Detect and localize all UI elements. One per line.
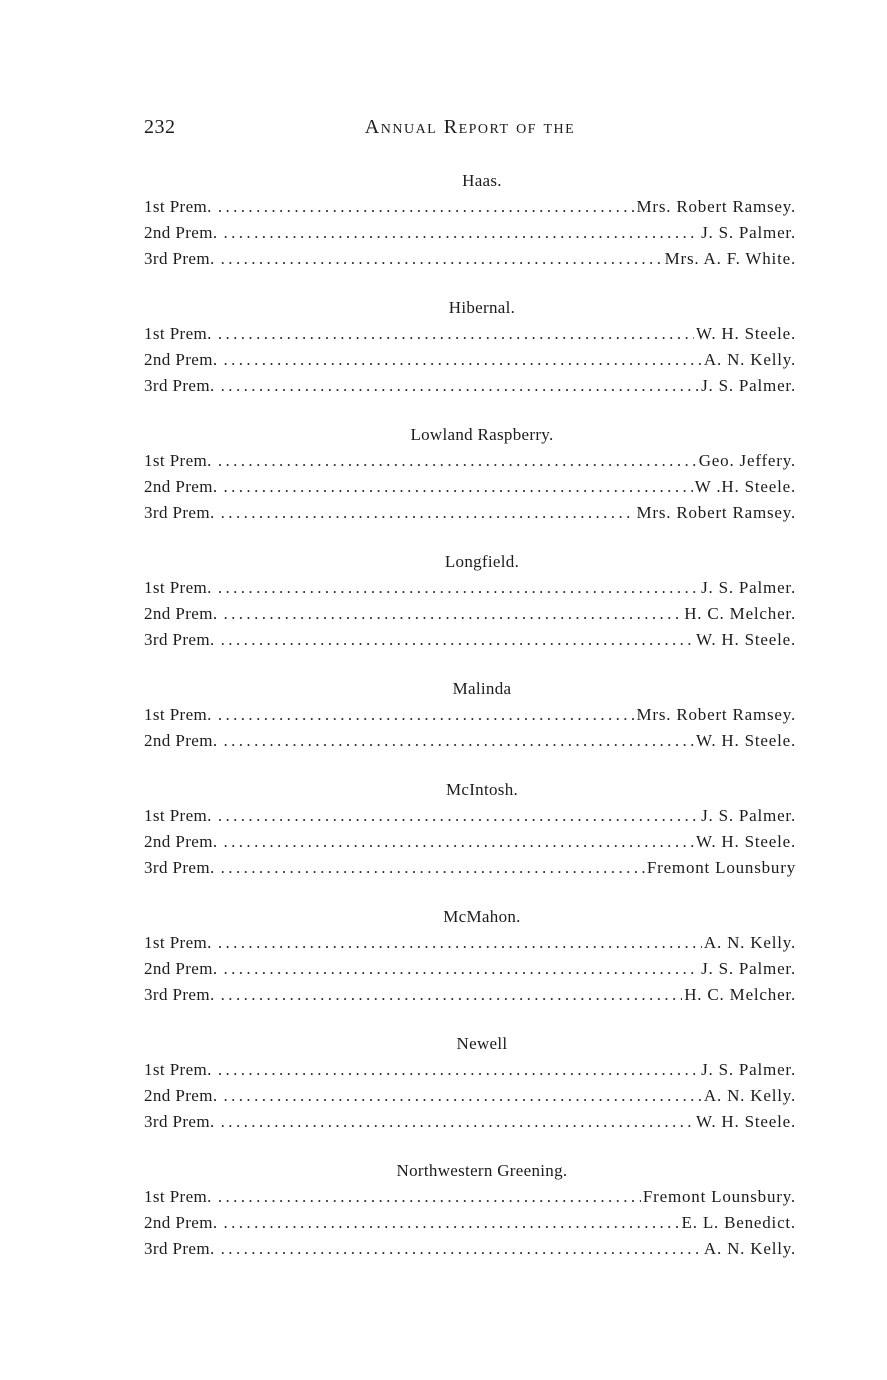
premium-rank: 2nd Prem. — [144, 604, 218, 623]
variety-section — [144, 777, 796, 881]
premium-entry — [144, 220, 796, 246]
variety-title: Northwestern Greening. — [396, 1161, 568, 1180]
winner-name: E. L. Benedict. — [681, 1213, 796, 1232]
premium-entry — [144, 601, 796, 627]
dot-leader — [218, 448, 697, 474]
variety-title: Longfield. — [444, 552, 520, 571]
variety-section — [144, 1158, 796, 1262]
dot-leader — [221, 627, 694, 653]
premium-entry — [144, 982, 796, 1008]
winner-name: Mrs. Robert Ramsey. — [636, 197, 796, 216]
dot-leader — [218, 194, 635, 220]
variety-section — [144, 676, 796, 754]
dot-leader — [223, 347, 701, 373]
running-head: Annual Report of the — [364, 116, 576, 138]
variety-section — [144, 549, 796, 653]
premium-entry — [144, 347, 796, 373]
premium-entry — [144, 1083, 796, 1109]
winner-name: Geo. Jeffery. — [698, 451, 796, 470]
winner-name: Fremont Lounsbury. — [642, 1187, 796, 1206]
winner-name: W. H. Steele. — [696, 832, 796, 851]
winner-name: Mrs. Robert Ramsey. — [636, 503, 796, 522]
premium-rank: 3rd Prem. — [144, 503, 215, 522]
premium-entry — [144, 1109, 796, 1135]
dot-leader — [223, 1083, 701, 1109]
premium-rank: 2nd Prem. — [144, 1086, 218, 1105]
variety-title: Malinda — [452, 679, 512, 698]
premium-entry — [144, 575, 796, 601]
premium-entry — [144, 803, 796, 829]
winner-name: W. H. Steele. — [696, 324, 796, 343]
dot-leader — [223, 220, 699, 246]
dot-leader — [221, 500, 635, 526]
winner-name: A. N. Kelly. — [703, 350, 796, 369]
dot-leader — [218, 930, 702, 956]
winner-name: J. S. Palmer. — [701, 223, 796, 242]
premium-rank: 2nd Prem. — [144, 477, 218, 496]
dot-leader — [218, 803, 699, 829]
premium-entry — [144, 448, 796, 474]
winner-name: W .H. Steele. — [694, 477, 796, 496]
premium-rank: 1st Prem. — [144, 197, 212, 216]
premium-entry — [144, 855, 796, 881]
dot-leader — [223, 956, 699, 982]
dot-leader — [221, 1236, 702, 1262]
premium-entry — [144, 627, 796, 653]
winner-name: W. H. Steele. — [696, 731, 796, 750]
premium-rank: 2nd Prem. — [144, 959, 218, 978]
winner-name: Fremont Lounsbury — [646, 858, 796, 877]
winner-name: J. S. Palmer. — [701, 376, 796, 395]
winner-name: J. S. Palmer. — [701, 578, 796, 597]
variety-title: Newell — [456, 1034, 508, 1053]
premium-entry — [144, 474, 796, 500]
premium-entry — [144, 728, 796, 754]
dot-leader — [221, 982, 683, 1008]
dot-leader — [218, 702, 635, 728]
dot-leader — [223, 728, 694, 754]
premium-entry — [144, 1210, 796, 1236]
premium-rank: 3rd Prem. — [144, 249, 215, 268]
winner-name: H. C. Melcher. — [684, 985, 796, 1004]
variety-title: Haas. — [462, 171, 502, 190]
premium-rank: 1st Prem. — [144, 1187, 212, 1206]
premium-rank: 1st Prem. — [144, 1060, 212, 1079]
premium-entry — [144, 500, 796, 526]
dot-leader — [223, 829, 694, 855]
premium-rank: 1st Prem. — [144, 451, 212, 470]
winner-name: H. C. Melcher. — [684, 604, 796, 623]
variety-title: Hibernal. — [448, 298, 516, 317]
winner-name: A. N. Kelly. — [703, 1086, 796, 1105]
premium-rank: 2nd Prem. — [144, 731, 218, 750]
dot-leader — [218, 575, 699, 601]
premium-entry — [144, 194, 796, 220]
premium-entry — [144, 1057, 796, 1083]
variety-section — [144, 422, 796, 526]
winner-name: Mrs. A. F. White. — [664, 249, 796, 268]
premium-rank: 1st Prem. — [144, 705, 212, 724]
premium-entry — [144, 702, 796, 728]
dot-leader — [221, 373, 699, 399]
premium-entry — [144, 321, 796, 347]
winner-name: Mrs. Robert Ramsey. — [636, 705, 796, 724]
premium-rank: 2nd Prem. — [144, 223, 218, 242]
dot-leader — [221, 855, 645, 881]
premium-entry — [144, 956, 796, 982]
premium-entry — [144, 930, 796, 956]
dot-leader — [218, 1184, 641, 1210]
variety-section — [144, 904, 796, 1008]
winner-name: J. S. Palmer. — [701, 806, 796, 825]
variety-section — [144, 1031, 796, 1135]
premium-rank: 2nd Prem. — [144, 1213, 218, 1232]
premium-rank: 1st Prem. — [144, 578, 212, 597]
premium-entry — [144, 373, 796, 399]
premium-rank: 3rd Prem. — [144, 630, 215, 649]
variety-title: McMahon. — [443, 907, 521, 926]
page-number: 232 — [144, 116, 176, 138]
dot-leader — [221, 1109, 694, 1135]
dot-leader — [223, 474, 692, 500]
premium-rank: 2nd Prem. — [144, 350, 218, 369]
winner-name: W. H. Steele. — [696, 630, 796, 649]
variety-title: Lowland Raspberry. — [410, 425, 554, 444]
variety-title: McIntosh. — [445, 780, 519, 799]
premium-entry — [144, 1184, 796, 1210]
premium-rank: 3rd Prem. — [144, 1239, 215, 1258]
winner-name: A. N. Kelly. — [703, 933, 796, 952]
winner-name: J. S. Palmer. — [701, 959, 796, 978]
variety-section — [144, 168, 796, 272]
premium-rank: 1st Prem. — [144, 933, 212, 952]
premium-rank: 3rd Prem. — [144, 376, 215, 395]
premium-entry — [144, 246, 796, 272]
premium-rank: 1st Prem. — [144, 324, 212, 343]
dot-leader — [218, 1057, 699, 1083]
premium-rank: 2nd Prem. — [144, 832, 218, 851]
premium-entry — [144, 1236, 796, 1262]
premium-rank: 3rd Prem. — [144, 858, 215, 877]
premium-rank: 3rd Prem. — [144, 985, 215, 1004]
dot-leader — [223, 1210, 679, 1236]
premium-rank: 1st Prem. — [144, 806, 212, 825]
variety-section — [144, 295, 796, 399]
dot-leader — [223, 601, 682, 627]
winner-name: J. S. Palmer. — [701, 1060, 796, 1079]
dot-leader — [218, 321, 694, 347]
winner-name: A. N. Kelly. — [703, 1239, 796, 1258]
premium-list — [144, 168, 796, 1285]
premium-entry — [144, 829, 796, 855]
dot-leader — [221, 246, 663, 272]
winner-name: W. H. Steele. — [696, 1112, 796, 1131]
premium-rank: 3rd Prem. — [144, 1112, 215, 1131]
